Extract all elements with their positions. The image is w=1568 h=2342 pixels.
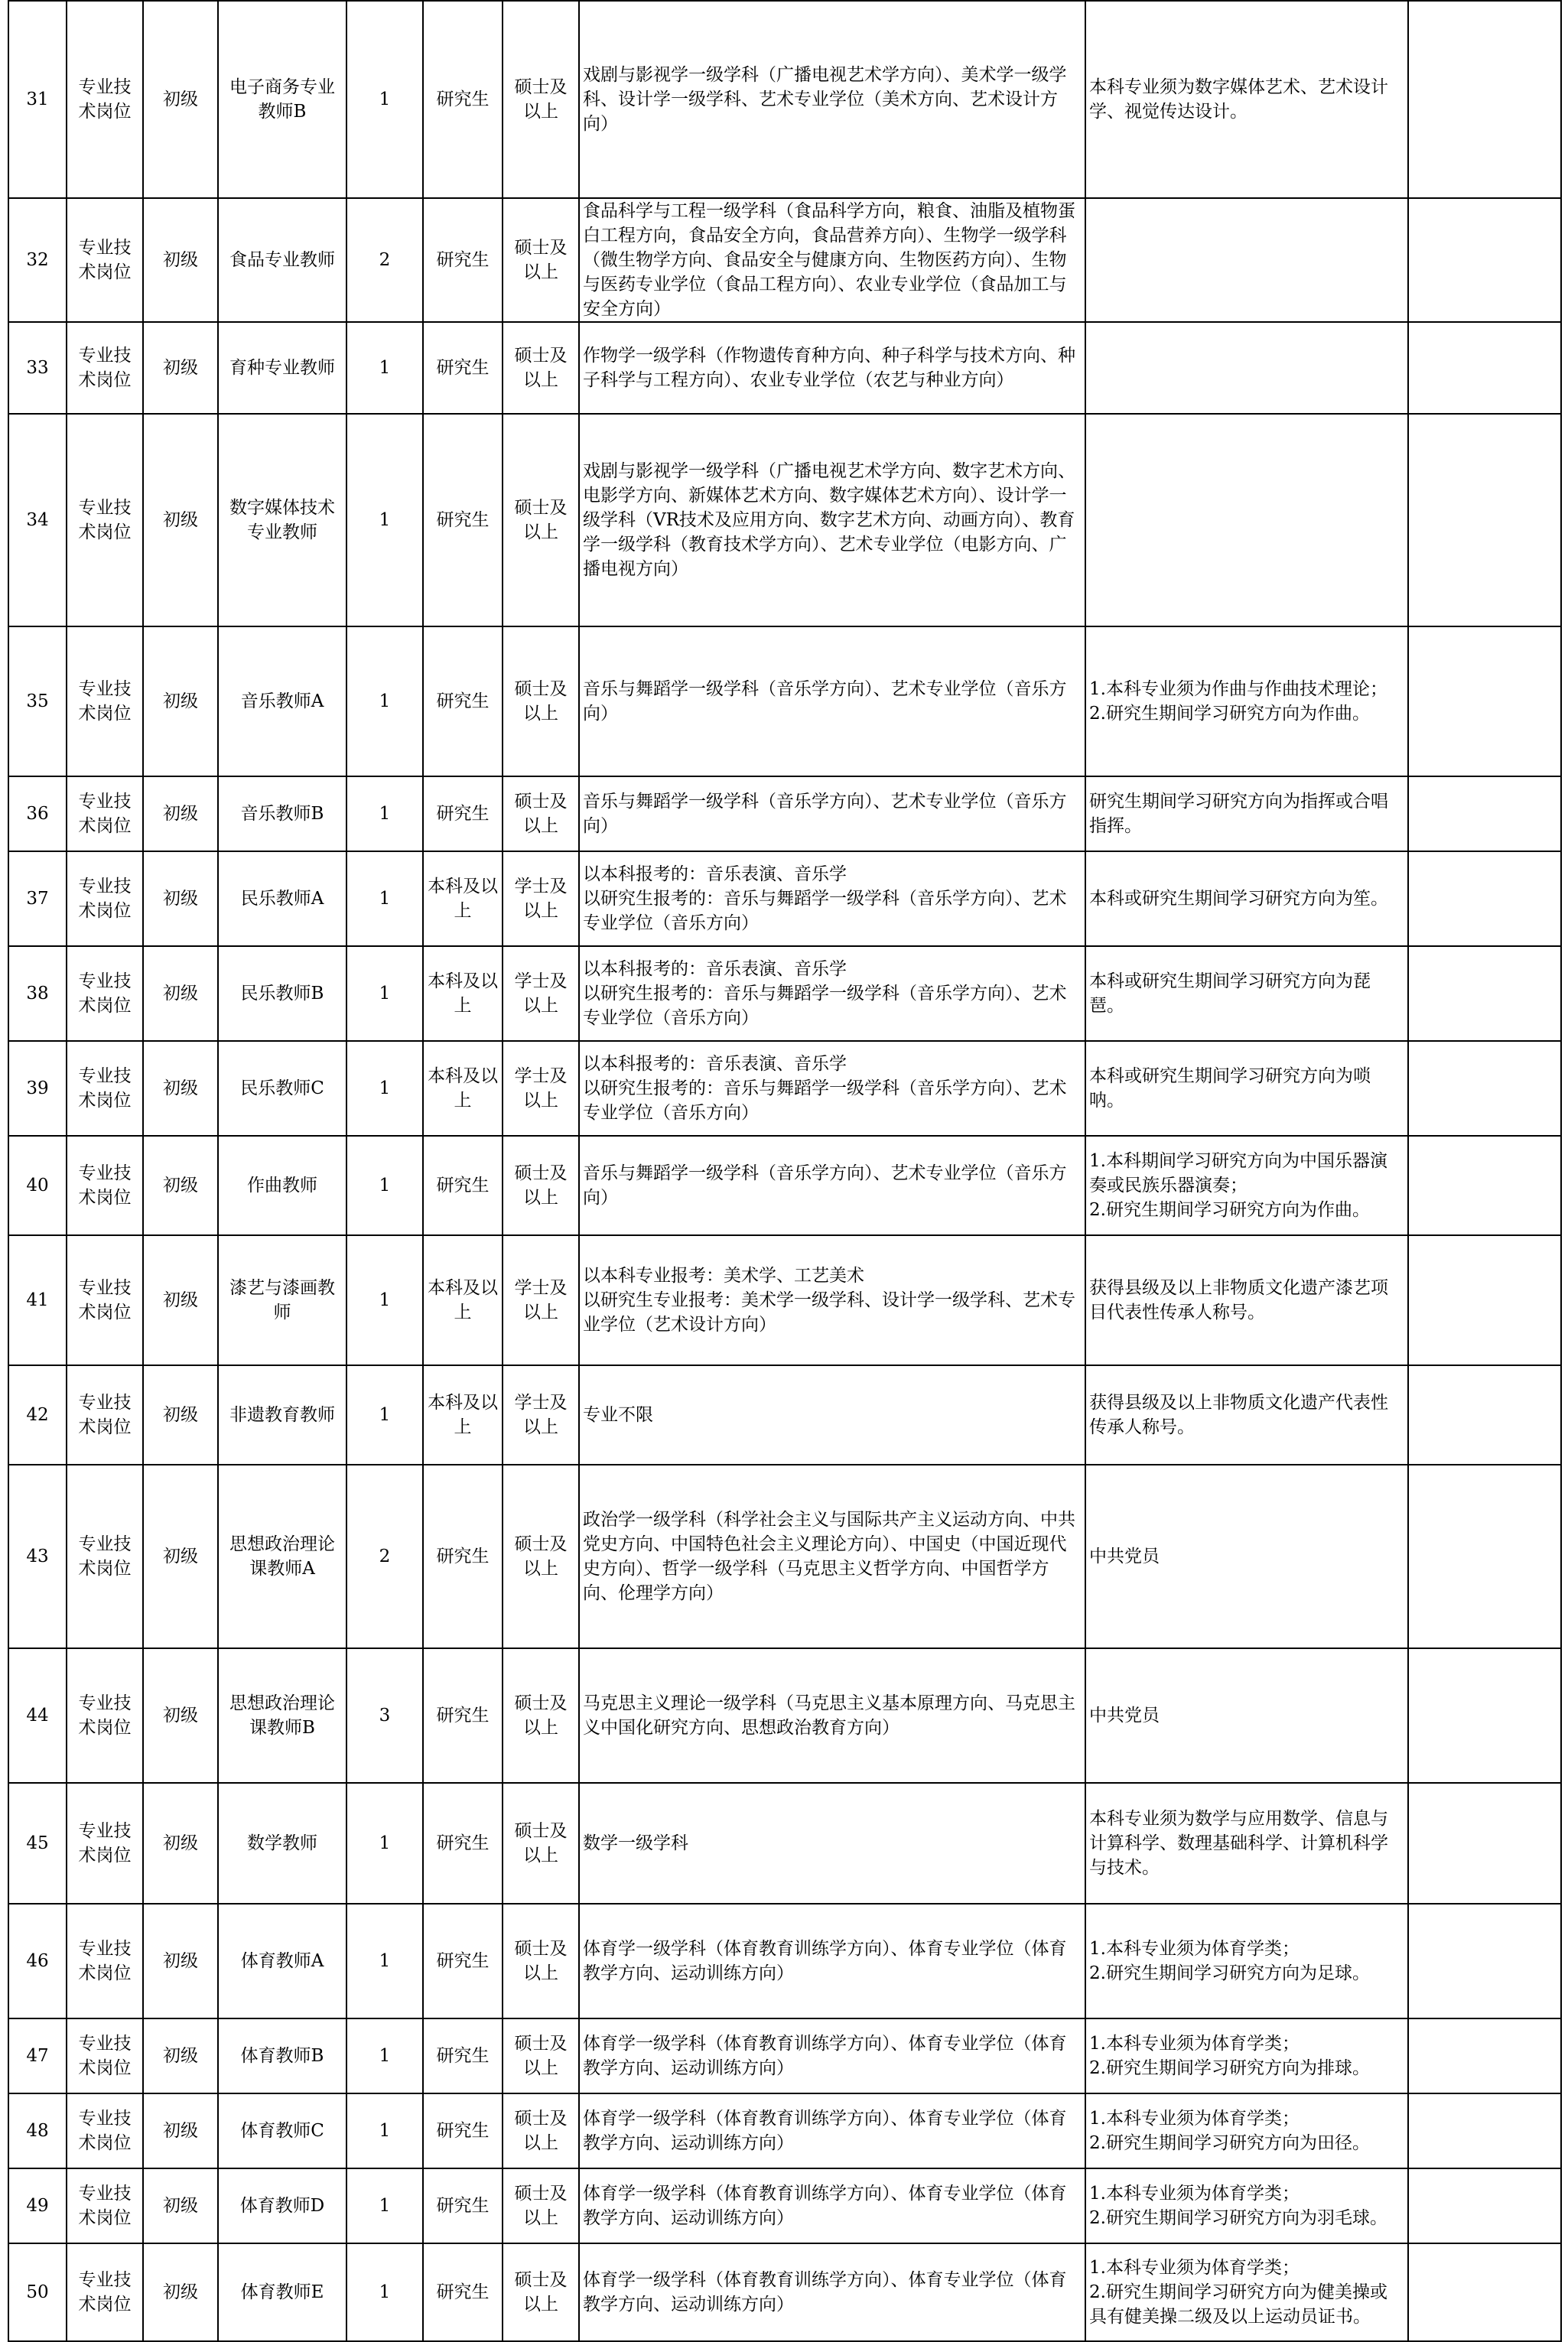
- cell-position-name: 数学教师: [218, 1783, 346, 1904]
- cell-other-requirements: 1.本科专业须为体育学类； 2.研究生期间学习研究方向为健美操或具有健美操二级及以上运动员证书。: [1085, 2243, 1408, 2341]
- cell-seq-no: 39: [8, 1041, 67, 1136]
- cell-position-category: 专业技术岗位: [67, 198, 143, 322]
- cell-degree: 硕士及以上: [503, 626, 579, 776]
- cell-position-name: 体育教师D: [218, 2168, 346, 2243]
- cell-hire-count: 1: [346, 1365, 423, 1465]
- cell-seq-no: 38: [8, 946, 67, 1041]
- recruitment-table: [8, 0, 1562, 2342]
- cell-position-level: 初级: [143, 414, 218, 626]
- cell-remark: [1408, 1, 1561, 198]
- cell-position-category: 专业技术岗位: [67, 2243, 143, 2341]
- cell-major: 体育学一级学科（体育教育训练学方向）、体育专业学位（体育教学方向、运动训练方向）: [579, 2018, 1085, 2093]
- cell-position-name: 作曲教师: [218, 1136, 346, 1235]
- cell-hire-count: 1: [346, 626, 423, 776]
- cell-remark: [1408, 1235, 1561, 1365]
- cell-seq-no: 46: [8, 1904, 67, 2018]
- cell-remark: [1408, 626, 1561, 776]
- cell-education: 本科及以上: [423, 851, 503, 946]
- cell-degree: 学士及以上: [503, 1235, 579, 1365]
- cell-other-requirements: 中共党员: [1085, 1648, 1408, 1783]
- cell-other-requirements: [1085, 322, 1408, 414]
- cell-position-category: 专业技术岗位: [67, 1041, 143, 1136]
- table-row: [8, 1235, 1561, 1365]
- cell-position-category: 专业技术岗位: [67, 1235, 143, 1365]
- cell-position-level: 初级: [143, 1041, 218, 1136]
- cell-education: 研究生: [423, 1783, 503, 1904]
- cell-seq-no: 47: [8, 2018, 67, 2093]
- cell-seq-no: 31: [8, 1, 67, 198]
- cell-education: 研究生: [423, 2243, 503, 2341]
- cell-remark: [1408, 1783, 1561, 1904]
- cell-remark: [1408, 851, 1561, 946]
- cell-remark: [1408, 1904, 1561, 2018]
- cell-position-level: 初级: [143, 1235, 218, 1365]
- cell-position-category: 专业技术岗位: [67, 1465, 143, 1648]
- cell-remark: [1408, 322, 1561, 414]
- cell-degree: 硕士及以上: [503, 1465, 579, 1648]
- cell-position-name: 电子商务专业教师B: [218, 1, 346, 198]
- cell-other-requirements: 1.本科专业须为作曲与作曲技术理论； 2.研究生期间学习研究方向为作曲。: [1085, 626, 1408, 776]
- cell-other-requirements: 获得县级及以上非物质文化遗产代表性传承人称号。: [1085, 1365, 1408, 1465]
- cell-education: 研究生: [423, 414, 503, 626]
- cell-other-requirements: 本科或研究生期间学习研究方向为唢呐。: [1085, 1041, 1408, 1136]
- cell-position-level: 初级: [143, 1648, 218, 1783]
- cell-seq-no: 42: [8, 1365, 67, 1465]
- cell-other-requirements: [1085, 414, 1408, 626]
- table-row: [8, 851, 1561, 946]
- cell-remark: [1408, 946, 1561, 1041]
- cell-seq-no: 49: [8, 2168, 67, 2243]
- cell-seq-no: 48: [8, 2093, 67, 2168]
- cell-education: 研究生: [423, 2093, 503, 2168]
- table-row: [8, 1, 1561, 198]
- cell-education: 研究生: [423, 1465, 503, 1648]
- cell-hire-count: 1: [346, 414, 423, 626]
- cell-degree: 硕士及以上: [503, 1904, 579, 2018]
- cell-hire-count: 1: [346, 1041, 423, 1136]
- cell-major: 以本科报考的：音乐表演、音乐学 以研究生报考的：音乐与舞蹈学一级学科（音乐学方向）、艺术专业学位（音乐方向）: [579, 946, 1085, 1041]
- cell-other-requirements: 1.本科专业须为体育学类； 2.研究生期间学习研究方向为田径。: [1085, 2093, 1408, 2168]
- cell-major: 体育学一级学科（体育教育训练学方向）、体育专业学位（体育教学方向、运动训练方向）: [579, 2093, 1085, 2168]
- cell-major: 食品科学与工程一级学科（食品科学方向，粮食、油脂及植物蛋白工程方向，食品安全方向，食品营养方向）、生物学一级学科（微生物学方向、食品安全与健康方向、生物医药方向）、生物与医药专业学位（食品工程方向）、农业专业学位（食品加工与安全方向）: [579, 198, 1085, 322]
- cell-remark: [1408, 1648, 1561, 1783]
- cell-other-requirements: 本科专业须为数学与应用数学、信息与计算科学、数理基础科学、计算机科学与技术。: [1085, 1783, 1408, 1904]
- cell-seq-no: 34: [8, 414, 67, 626]
- cell-other-requirements: 1.本科专业须为体育学类； 2.研究生期间学习研究方向为羽毛球。: [1085, 2168, 1408, 2243]
- cell-major: 音乐与舞蹈学一级学科（音乐学方向）、艺术专业学位（音乐方向）: [579, 1136, 1085, 1235]
- cell-remark: [1408, 776, 1561, 851]
- table-row: [8, 414, 1561, 626]
- cell-position-name: 体育教师C: [218, 2093, 346, 2168]
- cell-hire-count: 1: [346, 851, 423, 946]
- table-row: [8, 2093, 1561, 2168]
- cell-position-level: 初级: [143, 2168, 218, 2243]
- cell-seq-no: 35: [8, 626, 67, 776]
- cell-degree: 硕士及以上: [503, 414, 579, 626]
- table-row: [8, 1465, 1561, 1648]
- cell-degree: 硕士及以上: [503, 2168, 579, 2243]
- cell-hire-count: 1: [346, 2018, 423, 2093]
- cell-hire-count: 1: [346, 776, 423, 851]
- cell-degree: 硕士及以上: [503, 1136, 579, 1235]
- cell-hire-count: 1: [346, 2168, 423, 2243]
- cell-remark: [1408, 1041, 1561, 1136]
- cell-seq-no: 45: [8, 1783, 67, 1904]
- cell-major: 数学一级学科: [579, 1783, 1085, 1904]
- table-row: [8, 1365, 1561, 1465]
- cell-other-requirements: 1.本科期间学习研究方向为中国乐器演奏或民族乐器演奏； 2.研究生期间学习研究方向为作曲。: [1085, 1136, 1408, 1235]
- cell-position-category: 专业技术岗位: [67, 1648, 143, 1783]
- cell-seq-no: 36: [8, 776, 67, 851]
- cell-remark: [1408, 198, 1561, 322]
- cell-position-name: 育种专业教师: [218, 322, 346, 414]
- cell-position-level: 初级: [143, 1904, 218, 2018]
- cell-seq-no: 43: [8, 1465, 67, 1648]
- table-row: [8, 1041, 1561, 1136]
- cell-education: 研究生: [423, 198, 503, 322]
- cell-degree: 学士及以上: [503, 946, 579, 1041]
- cell-hire-count: 1: [346, 1136, 423, 1235]
- cell-hire-count: 1: [346, 322, 423, 414]
- cell-position-level: 初级: [143, 2018, 218, 2093]
- table-row: [8, 198, 1561, 322]
- cell-degree: 硕士及以上: [503, 1648, 579, 1783]
- cell-hire-count: 1: [346, 2243, 423, 2341]
- cell-seq-no: 44: [8, 1648, 67, 1783]
- cell-major: 专业不限: [579, 1365, 1085, 1465]
- cell-major: 戏剧与影视学一级学科（广播电视艺术学方向）、美术学一级学科、设计学一级学科、艺术专业学位（美术方向、艺术设计方向）: [579, 1, 1085, 198]
- cell-hire-count: 1: [346, 946, 423, 1041]
- table-row: [8, 1136, 1561, 1235]
- cell-position-category: 专业技术岗位: [67, 1, 143, 198]
- cell-position-category: 专业技术岗位: [67, 946, 143, 1041]
- cell-seq-no: 32: [8, 198, 67, 322]
- cell-position-level: 初级: [143, 626, 218, 776]
- cell-education: 本科及以上: [423, 946, 503, 1041]
- cell-position-level: 初级: [143, 1136, 218, 1235]
- cell-position-level: 初级: [143, 198, 218, 322]
- cell-education: 研究生: [423, 1648, 503, 1783]
- cell-position-level: 初级: [143, 946, 218, 1041]
- cell-degree: 硕士及以上: [503, 322, 579, 414]
- cell-other-requirements: 1.本科专业须为体育学类； 2.研究生期间学习研究方向为足球。: [1085, 1904, 1408, 2018]
- cell-major: 以本科报考的：音乐表演、音乐学 以研究生报考的：音乐与舞蹈学一级学科（音乐学方向）、艺术专业学位（音乐方向）: [579, 1041, 1085, 1136]
- table-row: [8, 322, 1561, 414]
- cell-degree: 硕士及以上: [503, 198, 579, 322]
- cell-degree: 硕士及以上: [503, 1783, 579, 1904]
- cell-education: 研究生: [423, 1, 503, 198]
- cell-position-category: 专业技术岗位: [67, 1904, 143, 2018]
- cell-position-name: 漆艺与漆画教师: [218, 1235, 346, 1365]
- cell-seq-no: 33: [8, 322, 67, 414]
- cell-hire-count: 1: [346, 1235, 423, 1365]
- cell-seq-no: 37: [8, 851, 67, 946]
- table-row: [8, 2243, 1561, 2341]
- cell-major: 音乐与舞蹈学一级学科（音乐学方向）、艺术专业学位（音乐方向）: [579, 626, 1085, 776]
- cell-major: 作物学一级学科（作物遗传育种方向、种子科学与技术方向、种子科学与工程方向）、农业专业学位（农艺与种业方向）: [579, 322, 1085, 414]
- cell-position-category: 专业技术岗位: [67, 626, 143, 776]
- cell-seq-no: 41: [8, 1235, 67, 1365]
- cell-position-category: 专业技术岗位: [67, 1783, 143, 1904]
- cell-education: 研究生: [423, 626, 503, 776]
- cell-position-category: 专业技术岗位: [67, 322, 143, 414]
- cell-degree: 学士及以上: [503, 1365, 579, 1465]
- cell-position-name: 民乐教师C: [218, 1041, 346, 1136]
- cell-remark: [1408, 2093, 1561, 2168]
- cell-remark: [1408, 2168, 1561, 2243]
- cell-position-level: 初级: [143, 1, 218, 198]
- cell-remark: [1408, 1365, 1561, 1465]
- cell-position-level: 初级: [143, 322, 218, 414]
- cell-education: 研究生: [423, 776, 503, 851]
- cell-remark: [1408, 2243, 1561, 2341]
- cell-major: 以本科报考的：音乐表演、音乐学 以研究生报考的：音乐与舞蹈学一级学科（音乐学方向）、艺术专业学位（音乐方向）: [579, 851, 1085, 946]
- cell-hire-count: 2: [346, 198, 423, 322]
- cell-major: 体育学一级学科（体育教育训练学方向）、体育专业学位（体育教学方向、运动训练方向）: [579, 1904, 1085, 2018]
- cell-position-level: 初级: [143, 1465, 218, 1648]
- cell-degree: 学士及以上: [503, 1041, 579, 1136]
- cell-position-category: 专业技术岗位: [67, 2018, 143, 2093]
- cell-seq-no: 40: [8, 1136, 67, 1235]
- cell-education: 研究生: [423, 1904, 503, 2018]
- cell-hire-count: 1: [346, 1783, 423, 1904]
- cell-position-name: 体育教师A: [218, 1904, 346, 2018]
- cell-education: 研究生: [423, 1136, 503, 1235]
- cell-major: 音乐与舞蹈学一级学科（音乐学方向）、艺术专业学位（音乐方向）: [579, 776, 1085, 851]
- cell-position-category: 专业技术岗位: [67, 414, 143, 626]
- cell-other-requirements: 1.本科专业须为体育学类； 2.研究生期间学习研究方向为排球。: [1085, 2018, 1408, 2093]
- cell-position-name: 民乐教师A: [218, 851, 346, 946]
- cell-other-requirements: 本科或研究生期间学习研究方向为琵琶。: [1085, 946, 1408, 1041]
- cell-major: 以本科专业报考：美术学、工艺美术 以研究生专业报考：美术学一级学科、设计学一级学科、艺术专业学位（艺术设计方向）: [579, 1235, 1085, 1365]
- cell-education: 研究生: [423, 322, 503, 414]
- cell-remark: [1408, 414, 1561, 626]
- cell-position-name: 数字媒体技术专业教师: [218, 414, 346, 626]
- cell-position-category: 专业技术岗位: [67, 2093, 143, 2168]
- cell-position-name: 思想政治理论课教师B: [218, 1648, 346, 1783]
- cell-hire-count: 1: [346, 2093, 423, 2168]
- cell-major: 体育学一级学科（体育教育训练学方向）、体育专业学位（体育教学方向、运动训练方向）: [579, 2243, 1085, 2341]
- cell-hire-count: 1: [346, 1, 423, 198]
- table-row: [8, 626, 1561, 776]
- cell-position-name: 音乐教师B: [218, 776, 346, 851]
- cell-other-requirements: 本科专业须为数字媒体艺术、艺术设计学、视觉传达设计。: [1085, 1, 1408, 198]
- cell-other-requirements: 获得县级及以上非物质文化遗产漆艺项目代表性传承人称号。: [1085, 1235, 1408, 1365]
- cell-education: 本科及以上: [423, 1235, 503, 1365]
- cell-degree: 硕士及以上: [503, 1, 579, 198]
- cell-position-category: 专业技术岗位: [67, 776, 143, 851]
- cell-education: 本科及以上: [423, 1365, 503, 1465]
- cell-other-requirements: 研究生期间学习研究方向为指挥或合唱指挥。: [1085, 776, 1408, 851]
- cell-position-name: 民乐教师B: [218, 946, 346, 1041]
- cell-position-level: 初级: [143, 1365, 218, 1465]
- cell-position-category: 专业技术岗位: [67, 2168, 143, 2243]
- cell-remark: [1408, 1465, 1561, 1648]
- cell-remark: [1408, 1136, 1561, 1235]
- table-row: [8, 2168, 1561, 2243]
- cell-position-name: 体育教师B: [218, 2018, 346, 2093]
- cell-degree: 硕士及以上: [503, 776, 579, 851]
- cell-position-name: 非遗教育教师: [218, 1365, 346, 1465]
- cell-position-level: 初级: [143, 776, 218, 851]
- cell-hire-count: 2: [346, 1465, 423, 1648]
- cell-position-category: 专业技术岗位: [67, 1365, 143, 1465]
- cell-major: 政治学一级学科（科学社会主义与国际共产主义运动方向、中共党史方向、中国特色社会主义理论方向）、中国史（中国近现代史方向）、哲学一级学科（马克思主义哲学方向、中国哲学方向、伦理学方向）: [579, 1465, 1085, 1648]
- cell-major: 体育学一级学科（体育教育训练学方向）、体育专业学位（体育教学方向、运动训练方向）: [579, 2168, 1085, 2243]
- table-row: [8, 2018, 1561, 2093]
- cell-major: 戏剧与影视学一级学科（广播电视艺术学方向、数字艺术方向、电影学方向、新媒体艺术方向、数字媒体艺术方向）、设计学一级学科（VR技术及应用方向、数字艺术方向、动画方向）、教育学一级学科（教育技术学方向）、艺术专业学位（电影方向、广播电视方向）: [579, 414, 1085, 626]
- cell-position-level: 初级: [143, 1783, 218, 1904]
- table-row: [8, 1783, 1561, 1904]
- cell-position-name: 音乐教师A: [218, 626, 346, 776]
- cell-hire-count: 3: [346, 1648, 423, 1783]
- cell-other-requirements: 本科或研究生期间学习研究方向为笙。: [1085, 851, 1408, 946]
- cell-position-level: 初级: [143, 2243, 218, 2341]
- cell-position-name: 思想政治理论课教师A: [218, 1465, 346, 1648]
- cell-position-category: 专业技术岗位: [67, 851, 143, 946]
- cell-degree: 硕士及以上: [503, 2093, 579, 2168]
- cell-position-category: 专业技术岗位: [67, 1136, 143, 1235]
- cell-remark: [1408, 2018, 1561, 2093]
- table-row: [8, 776, 1561, 851]
- cell-other-requirements: [1085, 198, 1408, 322]
- cell-education: 本科及以上: [423, 1041, 503, 1136]
- cell-degree: 硕士及以上: [503, 2243, 579, 2341]
- cell-position-name: 食品专业教师: [218, 198, 346, 322]
- table-row: [8, 1648, 1561, 1783]
- cell-position-name: 体育教师E: [218, 2243, 346, 2341]
- cell-major: 马克思主义理论一级学科（马克思主义基本原理方向、马克思主义中国化研究方向、思想政治教育方向）: [579, 1648, 1085, 1783]
- cell-position-level: 初级: [143, 851, 218, 946]
- cell-degree: 硕士及以上: [503, 2018, 579, 2093]
- cell-position-level: 初级: [143, 2093, 218, 2168]
- cell-degree: 学士及以上: [503, 851, 579, 946]
- cell-hire-count: 1: [346, 1904, 423, 2018]
- cell-seq-no: 50: [8, 2243, 67, 2341]
- table-row: [8, 946, 1561, 1041]
- table-row: [8, 1904, 1561, 2018]
- cell-education: 研究生: [423, 2168, 503, 2243]
- cell-education: 研究生: [423, 2018, 503, 2093]
- cell-other-requirements: 中共党员: [1085, 1465, 1408, 1648]
